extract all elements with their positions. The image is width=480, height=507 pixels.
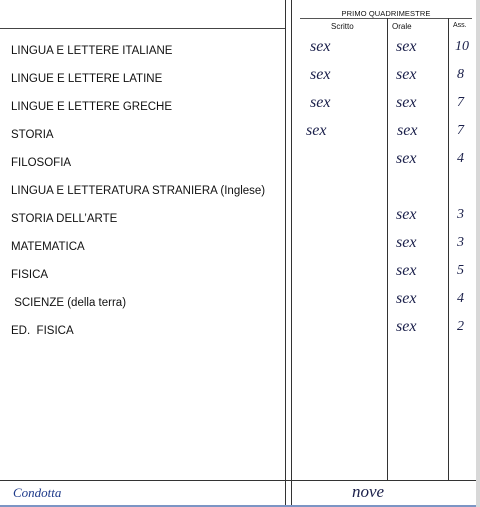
assenze-matematica: 3: [457, 235, 464, 250]
assenze-storia: 7: [457, 123, 464, 138]
term-title: PRIMO QUADRIMESTRE: [341, 9, 431, 18]
assenze-scienze: 4: [457, 291, 464, 306]
assenze-fisica: 5: [457, 263, 464, 278]
panel-divider: [285, 0, 286, 507]
subject-arte: STORIA DELL’ARTE: [11, 213, 118, 225]
subject-filosofia: FILOSOFIA: [11, 157, 72, 169]
grid-divider-orale: [387, 18, 388, 480]
subject-inglese: LINGUA E LETTERATURA STRANIERA (Inglese): [11, 185, 266, 197]
top-rule: [0, 28, 286, 29]
assenze-arte: 3: [457, 207, 464, 222]
condotta-grade: nove: [352, 482, 385, 501]
subject-scienze: SCIENZE (della terra): [11, 297, 127, 309]
grade-orale-greco: sex: [396, 94, 417, 111]
col-head-orale: Orale: [392, 22, 412, 31]
assenze-latino: 8: [457, 67, 464, 82]
col-head-scritto: Scritto: [331, 22, 354, 31]
grade-scritto-latino: sex: [310, 66, 331, 83]
assenze-greco: 7: [457, 95, 464, 110]
term-title-rule: [300, 18, 472, 19]
subject-matematica: MATEMATICA: [11, 241, 85, 253]
grade-orale-scienze: sex: [396, 290, 417, 307]
condotta-label: Condotta: [13, 485, 62, 500]
grid-divider-assenze: [448, 18, 449, 480]
subject-storia: STORIA: [11, 129, 54, 141]
assenze-filosofia: 4: [457, 151, 464, 166]
grade-orale-latino: sex: [396, 66, 417, 83]
grade-orale-arte: sex: [396, 206, 417, 223]
grid-left-border: [291, 0, 292, 507]
subject-fisica: FISICA: [11, 269, 49, 281]
grade-scritto-greco: sex: [310, 94, 331, 111]
subject-latino: LINGUE E LETTERE LATINE: [11, 73, 163, 85]
grade-orale-ed-fisica: sex: [396, 318, 417, 335]
grade-orale-fisica: sex: [396, 262, 417, 279]
assenze-ed-fisica: 2: [457, 319, 464, 334]
subject-greco: LINGUE E LETTERE GRECHE: [11, 101, 173, 113]
assenze-italiano: 10: [455, 39, 469, 54]
grade-scritto-italiano: sex: [310, 38, 331, 55]
grade-orale-matematica: sex: [396, 234, 417, 251]
grade-scritto-storia: sex: [306, 122, 327, 139]
col-head-assenze: Ass.: [453, 22, 467, 29]
subject-ed-fisica: ED. FISICA: [11, 325, 74, 337]
grade-orale-italiano: sex: [396, 38, 417, 55]
grade-orale-filosofia: sex: [396, 150, 417, 167]
grade-orale-storia: sex: [397, 122, 418, 139]
page-edge: [476, 0, 480, 507]
bottom-rule: [0, 480, 480, 481]
subject-italiano: LINGUA E LETTERE ITALIANE: [11, 45, 173, 57]
